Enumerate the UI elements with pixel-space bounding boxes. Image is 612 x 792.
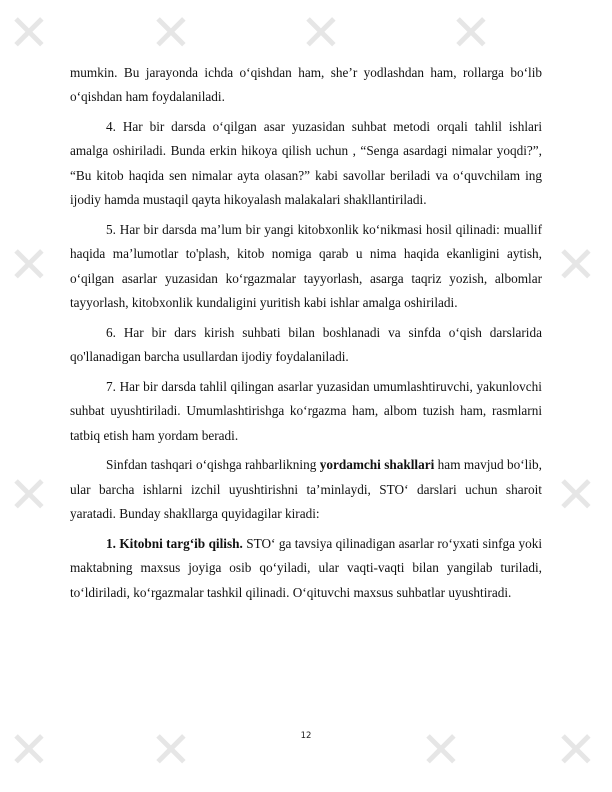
bold-term: yordamchi shakllari xyxy=(319,457,435,473)
paragraph-item-4: 4. Har bir darsda o‘qilgan asar yuzasidan suhbat metodi orqali tahlil ishlari amalga oshiriladi. Bunda erkin hikoya qilish uchun , “Senga asardagi nimalar yoqdi?”, “Bu kitob haqida sen nimalar ayta olasan?” kabi savollar beriladi va o‘quvchilam ing ijodiy hamda mustaqil qayta hikoyalash malakalari shakllantiriladi. xyxy=(70,119,542,208)
bold-heading: 1. Kitobni targ‘ib qilish. xyxy=(106,535,243,551)
paragraph-item-5: 5. Har bir darsda ma’lum bir yangi kitobxonlik ko‘nikmasi hosil qilinadi: muallif haqida ma’lumotlar to'plash, kitob nomiga qarab u nima haqida ekanligini aytish, o‘qilgan asarlar yuzasidan ko‘rgazmalar tayyorlash, asarga taqriz yozish, albomlar tayyorlash, kitobxonlik kundaligini yuritish kabi ishlar amalga oshiriladi. xyxy=(70,221,542,310)
watermark-glyph: ✕ xyxy=(8,236,50,294)
watermark-glyph: ✕ xyxy=(300,4,342,62)
paragraph-sinfdan xyxy=(70,453,542,526)
watermark-glyph: ✕ xyxy=(450,4,492,62)
paragraph-text: ham mavjud bo‘lib, ular barcha ishlarni izchil uyushtirishni ta’minlaydi, STO‘ darslari uchun sharoit yaratadi. Bunday shakllarga quyidagilar kiradi: xyxy=(70,457,542,522)
document-body xyxy=(70,61,542,610)
page-number: 12 xyxy=(300,731,312,741)
watermark-glyph: ✕ xyxy=(150,4,192,62)
paragraph-text: Sinfdan tashqari o‘qishga rahbarlikning xyxy=(106,457,320,473)
watermark-glyph: ✕ xyxy=(8,721,50,779)
paragraph-continuation: mumkin. Bu jarayonda ichda o‘qishdan ham, she’r yodlashdan ham, rollarga bo‘lib o‘qishdan ham foydalaniladi. xyxy=(70,65,542,105)
paragraph-item-6: 6. Har bir dars kirish suhbati bilan boshlanadi va sinfda o‘qish darslarida qo'llanadigan barcha usullardan ijodiy foydalaniladi. xyxy=(70,324,542,365)
paragraph-kitobni xyxy=(70,532,542,605)
watermark-glyph: ✕ xyxy=(8,4,50,62)
watermark-glyph: ✕ xyxy=(420,721,462,779)
paragraph-text: STO‘ ga tavsiya qilinadigan asarlar ro‘yxati sinfga yoki maktabning maxsus joyiga osib qo‘yiladi, ular vaqti-vaqti bilan yangilab turiladi, to‘ldiriladi, ko‘rgazmalar tashkil qilinadi. O‘qituvchi maxsus suhbatlar uyushtiradi. xyxy=(70,535,543,600)
watermark-glyph: ✕ xyxy=(555,721,597,779)
watermark-glyph: ✕ xyxy=(8,466,50,524)
watermark-glyph: ✕ xyxy=(555,236,597,294)
paragraph-item-7: 7. Har bir darsda tahlil qilingan asarlar yuzasidan umumlashtiruvchi, yakunlovchi suhbat uyushtiriladi. Umumlashtirishga ko‘rgazma ham, albom tuzish ham, rasmlarni tatbiq etish ham yordam beradi. xyxy=(70,378,542,443)
watermark-glyph: ✕ xyxy=(150,721,192,779)
watermark-glyph: ✕ xyxy=(555,466,597,524)
